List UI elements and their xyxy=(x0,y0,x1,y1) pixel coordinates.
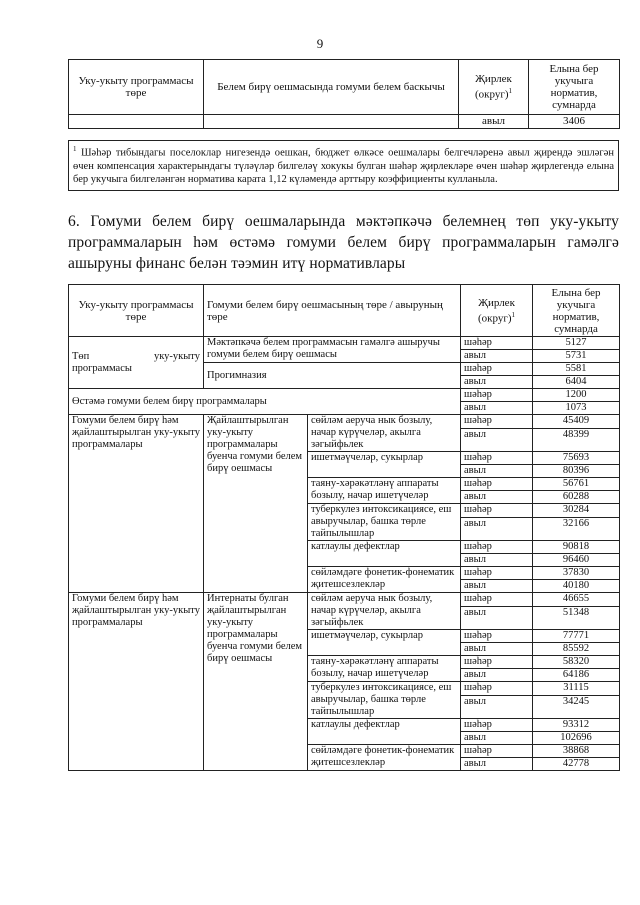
settlement-cell: шәһәр xyxy=(461,541,533,554)
table-1 xyxy=(68,59,620,129)
t2-header-norm: Елына бер укучыга норматив, сумнарда xyxy=(533,285,620,337)
settlement-cell: авыл xyxy=(461,376,533,389)
disability-type: катлаулы дефектлар xyxy=(308,719,461,745)
settlement-cell: авыл xyxy=(461,643,533,656)
section-title: 6. Гомуми белем бирү оешмаларында мәктәпкәчә белемнең төп уку-укыту программаларын һәм өстәмә гомуми белем бирү программаларын гамәлгә ашыруны финанс белән тәэмин итү нормативлары xyxy=(68,213,619,272)
settlement-cell: авыл xyxy=(461,429,533,452)
t1-header-institution: Белем бирү оешмасында гомуми белем баскычы xyxy=(204,60,459,115)
norm-cell: 93312 xyxy=(533,719,620,732)
settlement-cell: авыл xyxy=(461,402,533,415)
settlement-cell: шәһәр xyxy=(461,719,533,732)
settlement-cell: авыл xyxy=(461,758,533,771)
norm-cell: 38868 xyxy=(533,745,620,758)
norm-cell: 37830 xyxy=(533,567,620,580)
t1-cell-value: 3406 xyxy=(529,115,620,129)
settlement-cell: шәһәр xyxy=(461,363,533,376)
extra-program-label: Өстәмә гомуми белем бирү программалары xyxy=(69,389,461,415)
disability-type: сөйләм аеруча нык бозылу, начар күрүчеләр, акылга зәгыйфьлек xyxy=(308,593,461,630)
norm-cell: 96460 xyxy=(533,554,620,567)
disability-type: таяну-хәрәкәтләнү аппараты бозылу, начар ишетүчеләр xyxy=(308,656,461,682)
norm-cell: 42778 xyxy=(533,758,620,771)
norm-cell: 6404 xyxy=(533,376,620,389)
norm-cell: 56761 xyxy=(533,478,620,491)
settlement-cell: шәһәр xyxy=(461,630,533,643)
t2-header-program: Уку-укыту программасы төре xyxy=(69,285,204,337)
adapted-program-label: Гомуми белем бирү һәм җайлаштырылган уку-укыту программалары xyxy=(69,415,204,593)
settlement-cell: авыл xyxy=(461,554,533,567)
adapted-institution-label: Җайлаштырылган уку-укыту программалары буенча гомуми белем бирү оешмасы xyxy=(204,415,308,593)
norm-cell: 51348 xyxy=(533,607,620,630)
disability-type: сөйләм аеруча нык бозылу, начар күрүчеләр, акылга зәгыйфьлек xyxy=(308,415,461,452)
progymnasium-label: Прогимназия xyxy=(204,363,461,389)
basic-program-label: Төп уку-укыту программасы xyxy=(69,337,204,389)
settlement-cell: авыл xyxy=(461,350,533,363)
disability-type: туберкулез интоксикациясе, еш авыручылар, башка төрле тайпылышлар xyxy=(308,682,461,719)
settlement-cell: шәһәр xyxy=(461,504,533,518)
preschool-institution-label: Мәктәпкәчә белем программасын гамәлгә ашыручы гомуми белем бирү оешмасы xyxy=(204,337,461,363)
settlement-cell: шәһәр xyxy=(461,656,533,669)
norm-cell: 90818 xyxy=(533,541,620,554)
t1-header-program: Уку-укыту программасы төре xyxy=(69,60,204,115)
norm-cell: 31115 xyxy=(533,682,620,696)
settlement-cell: шәһәр xyxy=(461,452,533,465)
settlement-cell: шәһәр xyxy=(461,593,533,607)
t2-header-institution: Гомуми белем бирү оешмасының төре / авыруның төре xyxy=(204,285,461,337)
settlement-cell: авыл xyxy=(461,465,533,478)
disability-type: таяну-хәрәкәтләнү аппараты бозылу, начар ишетүчеләр xyxy=(308,478,461,504)
settlement-cell: авыл xyxy=(461,518,533,541)
norm-cell: 32166 xyxy=(533,518,620,541)
boarding-institution-label: Интернаты булган җайлаштырылган уку-укыту программалары буенча гомуми белем бирү оешмасы xyxy=(204,593,308,771)
settlement-cell: шәһәр xyxy=(461,567,533,580)
disability-type: сөйләмдәге фонетик-фонематик җитешсезлекләр xyxy=(308,745,461,771)
settlement-cell: авыл xyxy=(461,669,533,682)
norm-cell: 1073 xyxy=(533,402,620,415)
norm-cell: 48399 xyxy=(533,429,620,452)
settlement-cell: шәһәр xyxy=(461,478,533,491)
t2-header-settlement: Җирлек (округ)$^1$ xyxy=(461,285,533,337)
disability-type: туберкулез интоксикациясе, еш авыручылар, башка төрле тайпылышлар xyxy=(308,504,461,541)
settlement-cell: шәһәр xyxy=(461,389,533,402)
t1-cell-empty xyxy=(69,115,204,129)
disability-type: ишетмәүчеләр, сукырлар xyxy=(308,452,461,478)
settlement-cell: шәһәр xyxy=(461,337,533,350)
norm-cell: 80396 xyxy=(533,465,620,478)
disability-type: ишетмәүчеләр, сукырлар xyxy=(308,630,461,656)
boarding-program-label: Гомуми белем бирү һәм җайлаштырылган уку-укыту программалары xyxy=(69,593,204,771)
norm-cell: 5581 xyxy=(533,363,620,376)
settlement-cell: авыл xyxy=(461,607,533,630)
t1-header-norm: Елына бер укучыга норматив, сумнарда xyxy=(529,60,620,115)
settlement-cell: шәһәр xyxy=(461,745,533,758)
settlement-cell: авыл xyxy=(461,491,533,504)
t1-cell-empty xyxy=(204,115,459,129)
t1-cell-settlement: авыл xyxy=(459,115,529,129)
norm-cell: 58320 xyxy=(533,656,620,669)
settlement-cell: шәһәр xyxy=(461,415,533,429)
norm-cell: 5731 xyxy=(533,350,620,363)
norm-cell: 60288 xyxy=(533,491,620,504)
norm-cell: 30284 xyxy=(533,504,620,518)
settlement-cell: авыл xyxy=(461,732,533,745)
norm-cell: 40180 xyxy=(533,580,620,593)
norm-cell: 34245 xyxy=(533,696,620,719)
norm-cell: 1200 xyxy=(533,389,620,402)
settlement-cell: авыл xyxy=(461,580,533,593)
norm-cell: 75693 xyxy=(533,452,620,465)
norm-cell: 77771 xyxy=(533,630,620,643)
footnote: $^1$ Шәһәр тибындагы поселоклар нигезендә оешкан, бюджет өлкәсе оешмалары белгечләренә авыл җирендә эшләгән өчен компенсация характерындагы түләүләр билгеләү хокукы булган шәһәр җирлекләре өчен шәһәр җирлегендә елына бер укучыга билгеләнгән норматива карата 1,12 күләмендә арттыру коэффициенты кулланыла. xyxy=(68,140,619,191)
t1-header-settlement: Җирлек (округ)$^1$ xyxy=(459,60,529,115)
settlement-cell: авыл xyxy=(461,696,533,719)
norm-cell: 85592 xyxy=(533,643,620,656)
page-number: 9 xyxy=(316,36,324,51)
table-2 xyxy=(68,284,620,771)
norm-cell: 46655 xyxy=(533,593,620,607)
settlement-cell: шәһәр xyxy=(461,682,533,696)
disability-type: сөйләмдәге фонетик-фонематик җитешсезлекләр xyxy=(308,567,461,593)
norm-cell: 64186 xyxy=(533,669,620,682)
norm-cell: 102696 xyxy=(533,732,620,745)
disability-type: катлаулы дефектлар xyxy=(308,541,461,567)
norm-cell: 45409 xyxy=(533,415,620,429)
norm-cell: 5127 xyxy=(533,337,620,350)
